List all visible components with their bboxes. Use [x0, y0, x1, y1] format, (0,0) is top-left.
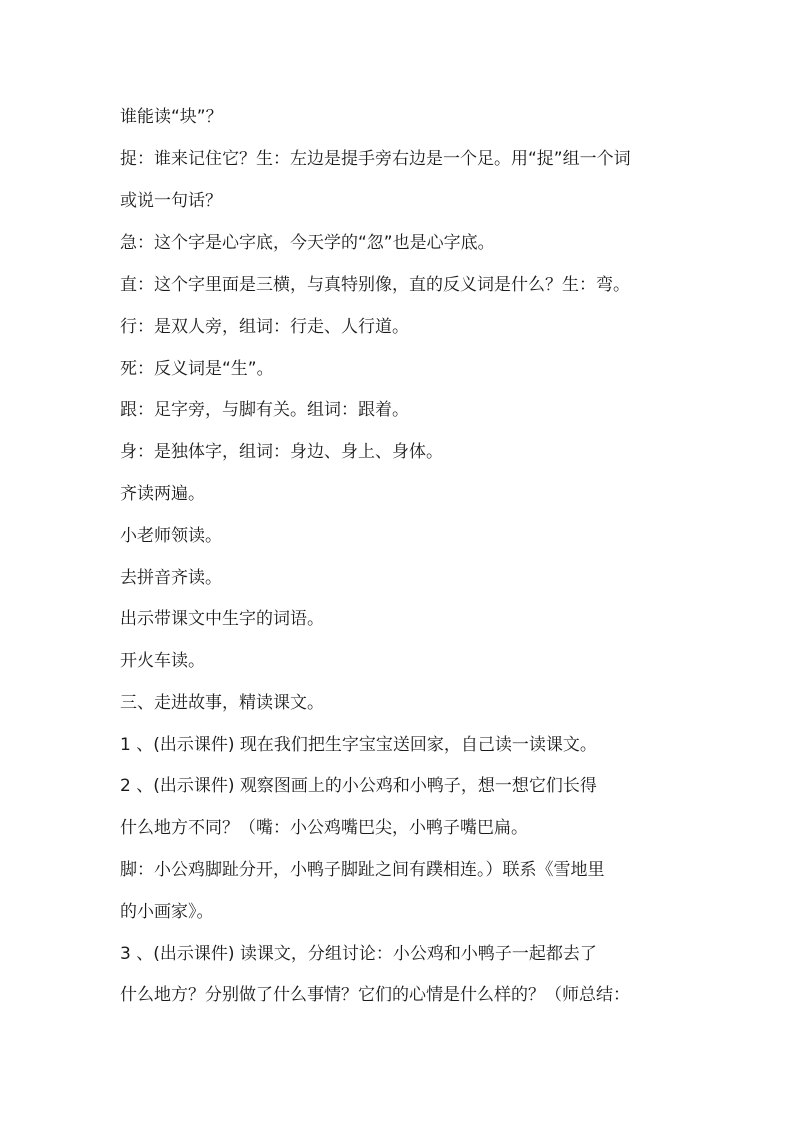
text-line: 什么地方不同？（嘴：小公鸡嘴巴尖，小鸭子嘴巴扁。: [120, 818, 528, 838]
numbered-item: 1 、(出示课件) 现在我们把生字宝宝送回家，自己读一读课文。: [120, 735, 597, 755]
text-line: 脚：小公鸡脚趾分开，小鸭子脚趾之间有蹼相连。）联系《雪地里: [120, 860, 605, 880]
text-line: 什么地方？分别做了什么事情？它们的心情是什么样的？（师总结：: [120, 985, 630, 1005]
text-line: 出示带课文中生字的词语。: [120, 609, 324, 629]
text-line: 跟：足字旁，与脚有关。组词：跟着。: [120, 400, 409, 420]
text-line: 行：是双人旁，组词：行走、人行道。: [120, 317, 409, 337]
text-line: 捉：谁来记住它？生：左边是提手旁右边是一个足。用“捉”组一个词: [120, 149, 631, 169]
text-line: 的小画家》。: [120, 902, 214, 922]
text-line: 去拼音齐读。: [120, 568, 222, 588]
text-line: 开火车读。: [120, 651, 205, 671]
text-line: 身：是独体字，组词：身边、身上、身体。: [120, 442, 443, 462]
text-line: 或说一句话？: [120, 191, 222, 211]
text-line: 谁能读“块”？: [120, 107, 223, 127]
text-line: 急：这个字是心字底，今天学的“忽”也是心字底。: [120, 233, 495, 253]
text-line: 直：这个字里面是三横，与真特别像，直的反义词是什么？生：弯。: [120, 275, 630, 295]
section-heading: 三、走进故事，精读课文。: [120, 693, 324, 713]
text-line: 死：反义词是“生”。: [120, 359, 274, 379]
text-line: 齐读两遍。: [120, 484, 205, 504]
numbered-item: 2 、(出示课件) 观察图画上的小公鸡和小鸭子，想一想它们长得: [120, 776, 597, 796]
numbered-item: 3 、(出示课件) 读课文，分组讨论：小公鸡和小鸭子一起都去了: [120, 944, 597, 964]
text-line: 小老师领读。: [120, 526, 222, 546]
